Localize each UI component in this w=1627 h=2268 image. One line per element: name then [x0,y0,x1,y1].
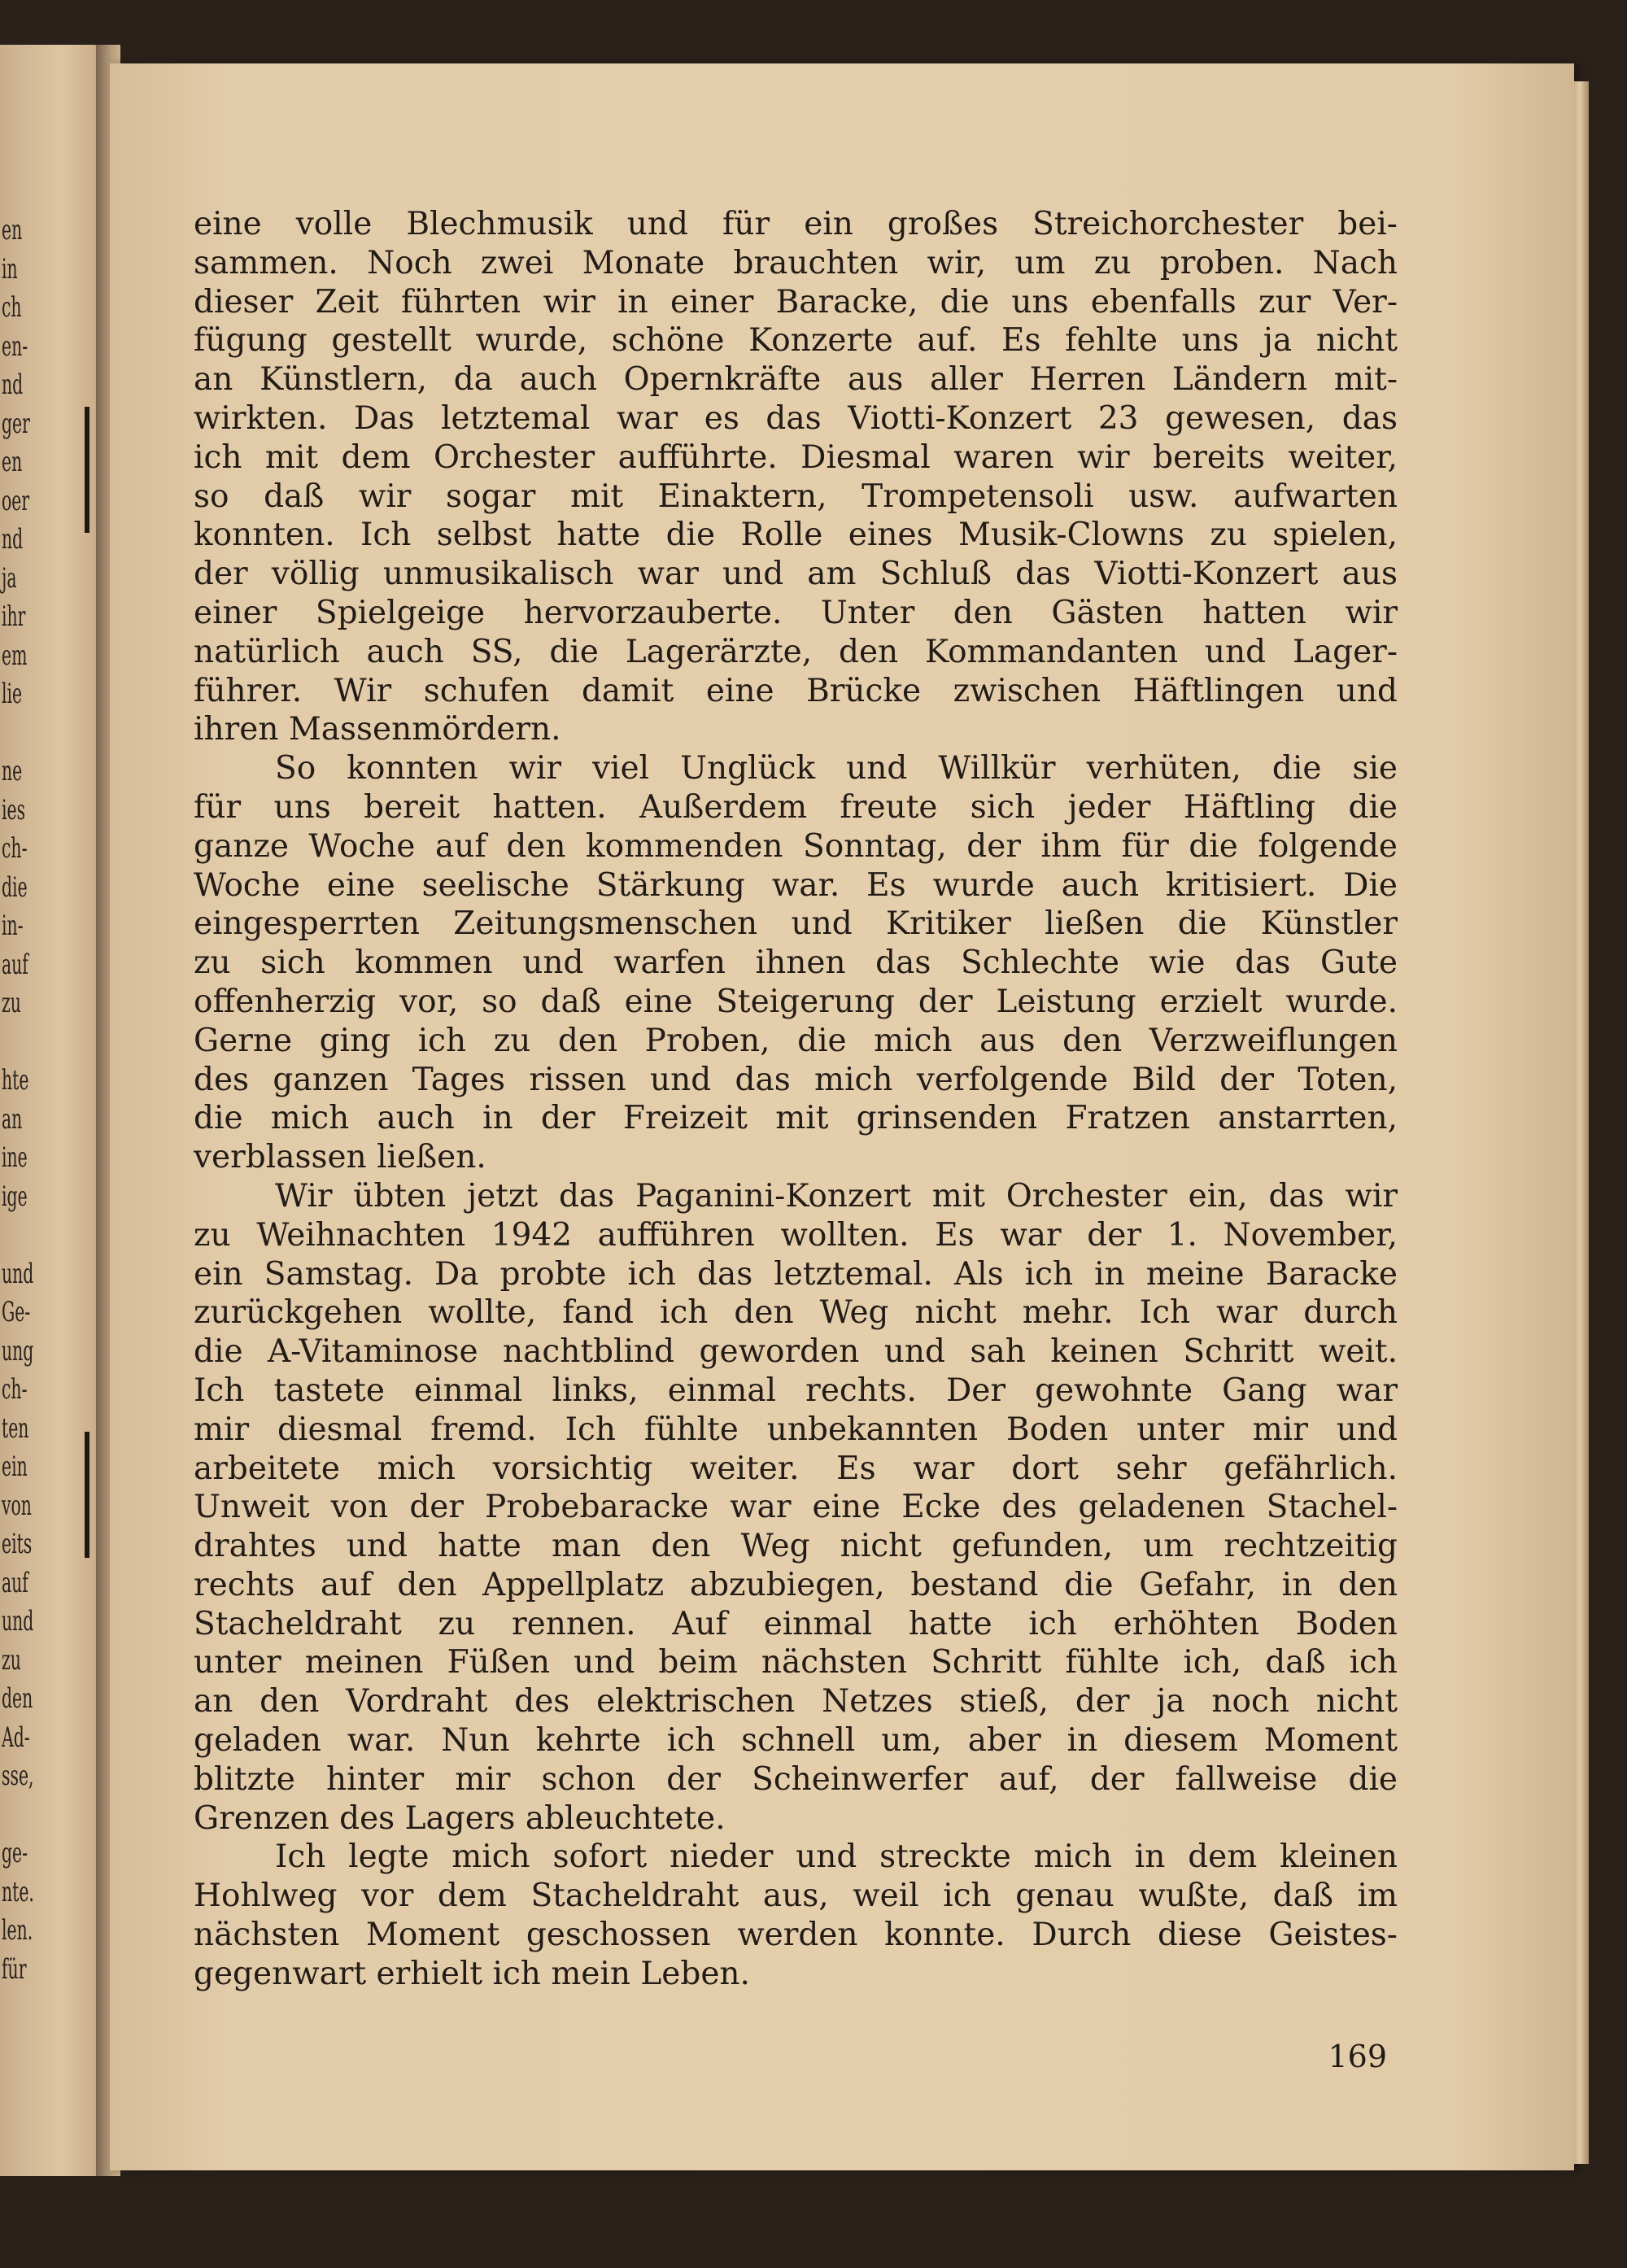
text-line: Wir übten jetzt das Paganini-Konzert mit Orchester ein, das wir [275,1177,1398,1215]
left-page-fragment: die [2,870,28,904]
text-line: konnten. Ich selbst hatte die Rolle eines Musik-Clowns zu spielen, [194,517,1398,554]
text-line: mir diesmal fremd. Ich fühlte unbekannten Boden unter mir und [194,1411,1398,1448]
left-page-fragment: ies [2,793,26,827]
left-page-fragment: en- [2,329,28,363]
page-number: 169 [1328,2039,1387,2074]
left-page-fragment: den [2,1682,33,1715]
text-line: zu sich kommen und warfen ihnen das Schlechte wie das Gute [194,944,1398,982]
left-page-fragment: ein [2,1450,28,1483]
left-page-fragment: ine [2,1141,28,1174]
text-line: unter meinen Füßen und beim nächsten Schritt fühlte ich, daß ich [194,1644,1398,1681]
text-line: geladen war. Nun kehrte ich schnell um, aber in diesem Moment [194,1722,1398,1760]
left-page-fragment: eits [2,1528,33,1560]
text-line: Stacheldraht zu rennen. Auf einmal hatte ich erhöhten Boden [194,1605,1398,1642]
left-page-fragment [2,1796,27,1835]
text-line: des ganzen Tages rissen und das mich verfolgende Bild der Toten, [194,1061,1398,1098]
left-page-fragment: auf [2,1566,28,1599]
left-page-fragment: nd [2,369,24,401]
left-page-fragment: zu [2,1643,21,1677]
left-page-fragment: und [2,1257,34,1290]
left-page-fragment: von [2,1489,32,1522]
text-line: so daß wir sogar mit Einaktern, Trompetensoli usw. aufwarten [194,478,1398,515]
text-line: Hohlweg vor dem Stacheldraht aus, weil ich genau wußte, daß im [194,1878,1398,1915]
text-line: blitzte hinter mir schon der Scheinwerfer auf, der fallweise die [194,1760,1398,1798]
left-page-fragment: oer [2,484,30,517]
left-page-fragment: ihr [2,600,26,633]
left-page-fragment: ja [2,561,17,595]
text-line: So konnten wir viel Unglück und Willkür verhüten, die sie [275,750,1398,787]
left-page-fragment: und [2,1605,34,1638]
left-page-fragment: ger [2,407,30,440]
left-page-fragment: Ge- [2,1296,31,1328]
text-line: rechts auf den Appellplatz abzubiegen, bestand die Gefahr, in den [194,1566,1398,1603]
text-line: an Künstlern, da auch Opernkräfte aus aller Herren Ländern mit- [194,361,1398,399]
text-line: verblassen ließen. [194,1139,486,1176]
left-page-fragment: en [2,214,23,246]
text-line: fügung gestellt wurde, schöne Konzerte auf. Es fehlte uns ja nicht [194,322,1398,360]
text-line: sammen. Noch zwei Monate brauchten wir, um zu proben. Nach [194,244,1398,281]
margin-mark [85,407,89,533]
text-line: offenherzig vor, so daß eine Steigerung der Leistung erzielt wurde. [194,983,1398,1020]
text-line: Unweit von der Probebaracke war eine Ecke des geladenen Stachel- [194,1489,1398,1526]
text-line: an den Vordraht des elektrischen Netzes stieß, der ja noch nicht [194,1683,1398,1721]
left-page-fragment: an [2,1102,23,1136]
text-line: führer. Wir schufen damit eine Brücke zwischen Häftlingen und [194,672,1398,709]
text-line: eingesperrten Zeitungsmenschen und Kritiker ließen die Künstler [194,905,1398,943]
text-line: ganze Woche auf den kommenden Sonntag, der ihm für die folgende [194,827,1398,865]
left-page-fragment: len. [2,1914,33,1947]
text-line: gegenwart erhielt ich mein Leben. [194,1955,750,1992]
left-page-fragment: lie [2,678,23,710]
text-line: natürlich auch SS, die Lagerärzte, den Kommandanten und Lager- [194,633,1398,670]
left-page-fragment: nd [2,523,24,556]
text-line: Grenzen des Lagers ableuchtete. [194,1799,726,1837]
left-page-fragment: für [2,1952,27,1986]
left-page-fragment: in [2,252,18,286]
left-page-fragment [2,714,27,753]
left-page-fragment: en [2,446,23,478]
text-line: Ich legte mich sofort nieder und streckte mich in dem kleinen [275,1838,1398,1876]
left-page-fragment: nte. [2,1875,34,1908]
left-page-fragment: Ad- [2,1721,30,1754]
page-edge [1574,81,1589,2164]
text-line: Woche eine seelische Stärkung war. Es wurde auch kritisiert. Die [194,866,1398,904]
text-line: zu Weihnachten 1942 aufführen wollten. Es war der 1. November, [194,1216,1398,1254]
text-line: dieser Zeit führten wir in einer Baracke, die uns ebenfalls zur Ver- [194,283,1398,321]
margin-mark [85,1432,89,1558]
left-page-fragment: auf [2,948,28,981]
left-page-text-fragments [2,212,34,1989]
left-page [0,45,110,2176]
body-text [194,205,1398,1994]
text-line: der völlig unmusikalisch war und am Schluß das Viotti-Konzert aus [194,556,1398,593]
text-line: Gerne ging ich zu den Proben, die mich aus den Verzweiflungen [194,1022,1398,1059]
text-line: drahtes und hatte man den Weg nicht gefunden, um rechtzeitig [194,1528,1398,1565]
text-line: wirkten. Das letztemal war es das Viotti-Konzert 23 gewesen, das [194,399,1398,437]
text-line: einer Spielgeige hervorzauberte. Unter den Gästen hatten wir [194,594,1398,631]
left-page-fragment: sse, [2,1760,34,1792]
left-page-fragment: hte [2,1064,29,1097]
text-line: die A-Vitaminose nachtblind geworden und sah keinen Schritt weit. [194,1333,1398,1371]
left-page-fragment: ne [2,755,23,787]
text-line: ein Samstag. Da probte ich das letztemal. Als ich in meine Baracke [194,1255,1398,1293]
text-line: die mich auch in der Freizeit mit grinsenden Fratzen anstarrten, [194,1100,1398,1137]
left-page-fragment: ch [2,291,22,324]
left-page-fragment: ge- [2,1837,28,1869]
text-line: arbeitete mich vorsichtig weiter. Es war dort sehr gefährlich. [194,1450,1398,1487]
left-page-fragment: ch- [2,1373,28,1406]
text-line: Ich tastete einmal links, einmal rechts. Der gewohnte Gang war [194,1372,1398,1409]
text-line: ich mit dem Orchester aufführte. Diesmal waren wir bereits weiter, [194,438,1398,476]
left-page-fragment: ten [2,1411,29,1445]
text-line: zurückgehen wollte, fand ich den Weg nicht mehr. Ich war durch [194,1294,1398,1332]
text-line: nächsten Moment geschossen werden konnte. Durch diese Geistes- [194,1917,1398,1954]
text-line: eine volle Blechmusik und für ein großes Streichorchester bei- [194,206,1398,242]
left-page-fragment [2,1023,27,1062]
text-line: ihren Massenmördern. [194,711,561,748]
text-line: für uns bereit hatten. Außerdem freute sich jeder Häftling die [194,788,1398,826]
left-page-fragment: ch- [2,832,28,865]
left-page-fragment: em [2,639,28,672]
left-page-fragment: zu [2,987,21,1019]
left-page-fragment: ung [2,1334,34,1367]
left-page-fragment: in- [2,909,24,942]
left-page-fragment: ige [2,1180,28,1213]
left-page-fragment [2,1216,27,1255]
